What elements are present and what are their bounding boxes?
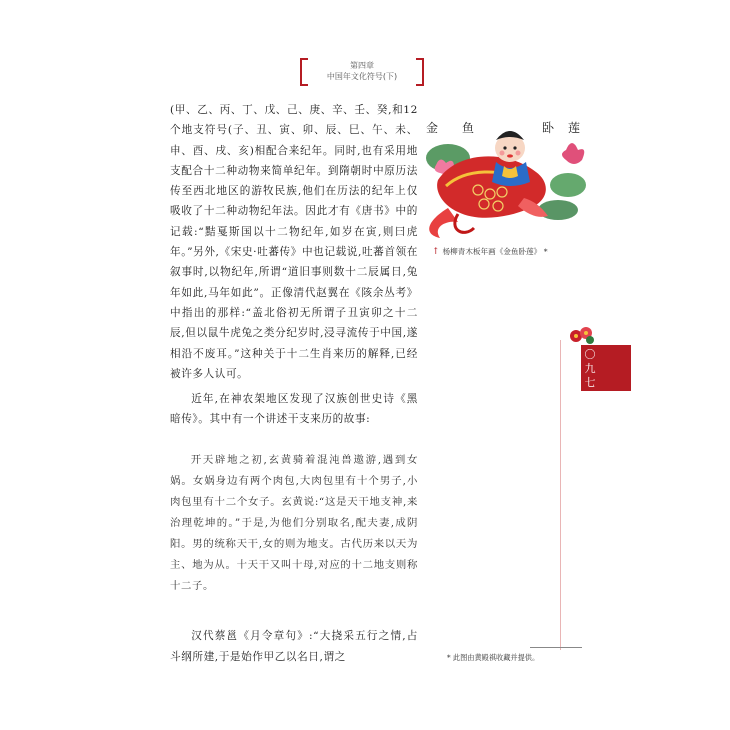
inscription-char-1: 金 (426, 121, 439, 135)
body-paragraph-1: (甲、乙、丙、丁、戊、己、庚、辛、壬、癸,和12个地支符号(子、丑、寅、卯、辰、巳、午、未、申、酉、戌、亥)相配合来纪年。同时,也有采用地支配合十二种动物来简单纪年。到隋朝时中原历法传至西北地区的游牧民族,他们在历法的纪年上仅吸收了十二种动物纪年法。因此才有《唐书》中的记载:“黠戛斯国以十二物纪年,如岁在寅,则曰虎年。”另外,《宋史·吐蕃传》中也记载说,吐蕃首领在叙事时,以物纪年,所谓“道旧事则数十二辰属日,兔年如此,马年如此”。正像清代赵翼在《陔余丛考》中指出的那样:“盖北俗初无所谓子丑寅卯之十二辰,但以鼠牛虎兔之类分纪岁时,浸寻流传于中国,遂相沿不废耳。”这种关于十二生肖来历的解释,已经被许多人认可。 (170, 104, 418, 380)
flower-ornament-icon (568, 324, 596, 346)
page-number-digit-3: 七 (584, 376, 596, 389)
side-rule (560, 340, 561, 650)
chapter-subtitle: 中国年文化符号(下) (326, 72, 398, 81)
caption-text: 杨柳青木板年画《金鱼卧莲》 (442, 247, 542, 256)
header-bracket-right (416, 58, 424, 86)
inscription-char-3: 卧 (542, 121, 555, 135)
inscription-char-4: 莲 (568, 121, 581, 135)
caption-footnote-mark: * (543, 247, 548, 256)
body-paragraph-3: 汉代蔡邕《月令章句》:“大挠采五行之情,占斗纲所建,于是始作甲乙以名日,谓之 (170, 630, 418, 663)
body-text (170, 100, 418, 430)
page-number-digit-1: 〇 (584, 348, 596, 361)
footnote-rule (530, 647, 582, 648)
illustration-caption (432, 246, 592, 257)
new-year-print-illustration (418, 110, 588, 240)
quoted-passage: 开天辟地之初,玄黄骑着混沌兽遨游,遇到女娲。女娲身边有两个肉包,大肉包里有十个男子,小肉包里有十二个女子。玄黄说:“这是天干地支神,来治理乾坤的。”于是,为他们分别取名,配夫妻,成阴阳。男的统称天干,女的则为地支。古代历来以天为主、地为从。十天干又叫十母,对应的十二地支则称十二子。 (170, 454, 418, 592)
page-number (581, 348, 599, 390)
chapter-label: 第四章 (350, 61, 374, 70)
footnote: * 此图由黄殿祺收藏并提供。 (447, 653, 540, 662)
caption-arrow-icon: ↑ (432, 247, 440, 257)
page-number-digit-2: 九 (584, 362, 596, 375)
running-header (300, 58, 424, 84)
body-paragraph-2: 近年,在神农架地区发现了汉族创世史诗《黑暗传》。其中有一个讲述干支来历的故事: (170, 393, 418, 426)
inscription-char-2: 鱼 (462, 121, 475, 135)
